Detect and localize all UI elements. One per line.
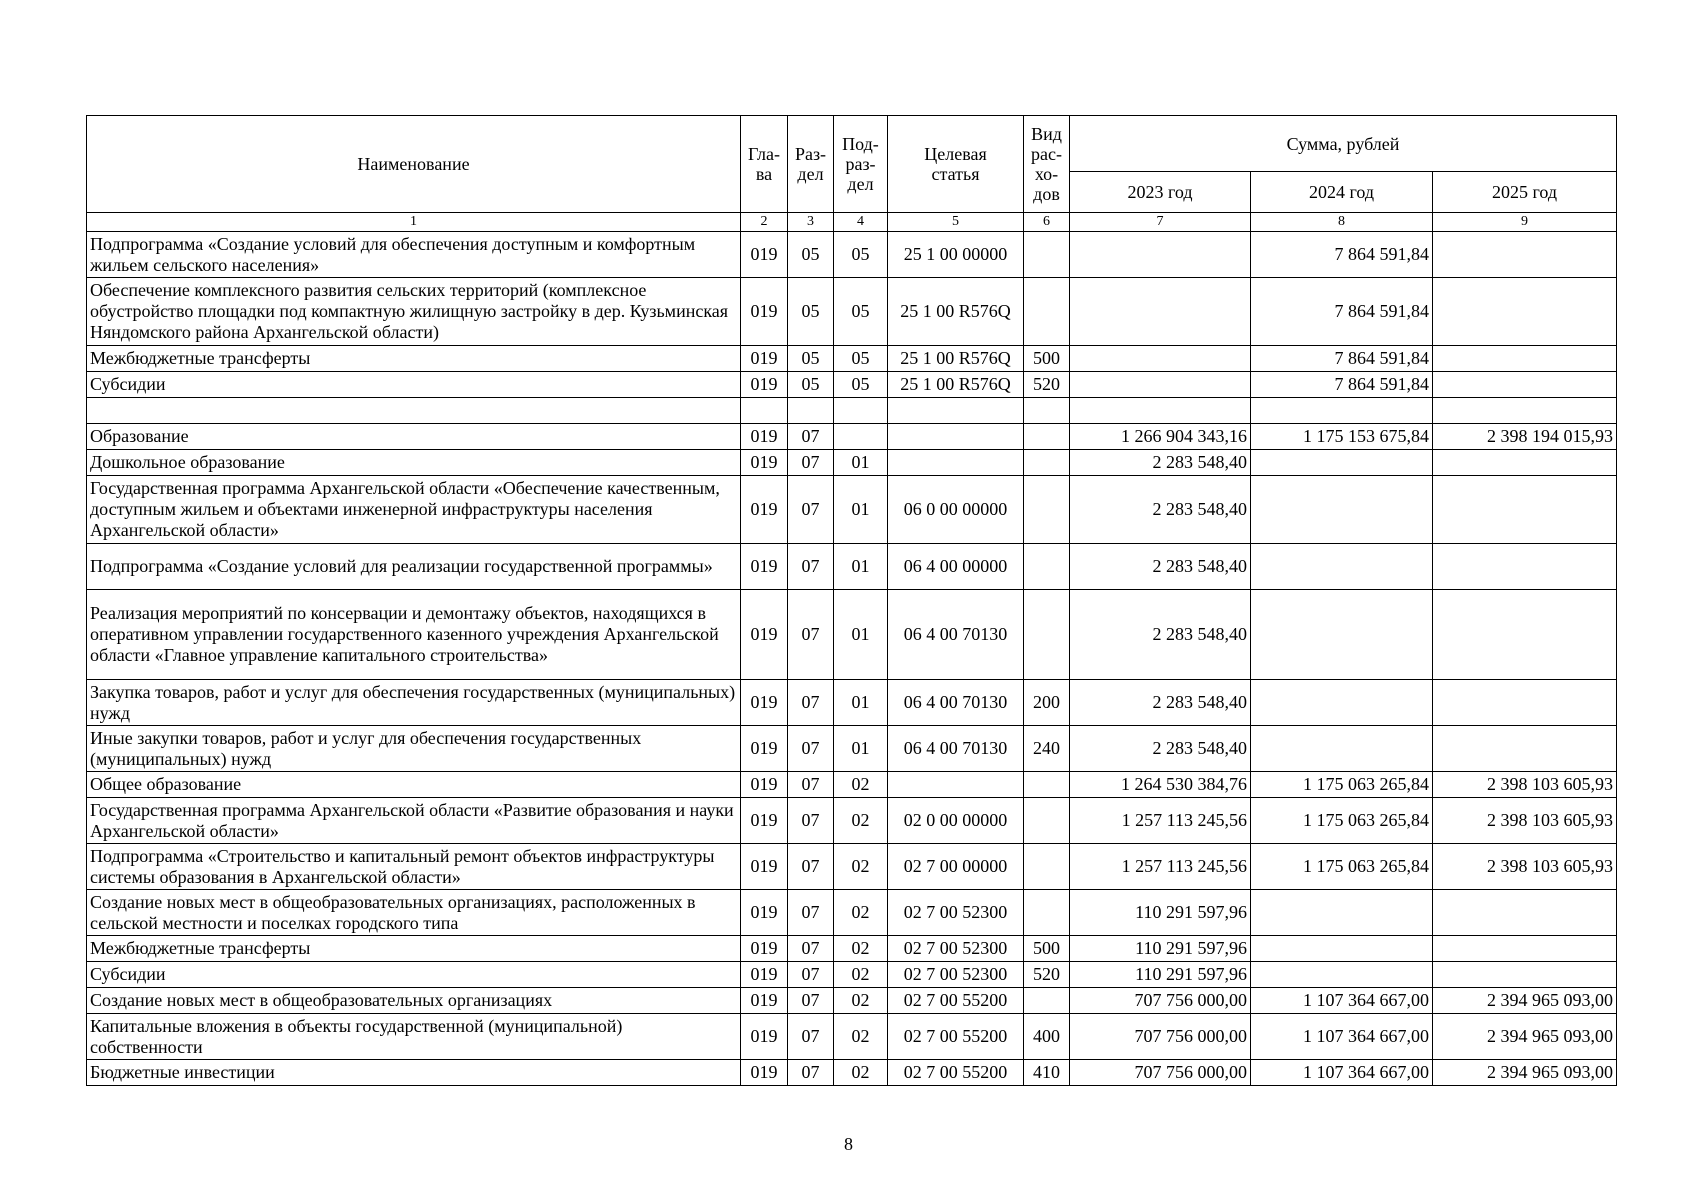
row-podrazdel: 01 bbox=[834, 476, 888, 544]
table-row bbox=[87, 278, 1617, 346]
row-amount-2024: 1 175 153 675,84 bbox=[1251, 424, 1433, 450]
row-celevaya-statya: 06 0 00 00000 bbox=[888, 476, 1024, 544]
row-vid-rashodov: 520 bbox=[1024, 372, 1070, 398]
row-celevaya-statya: 02 7 00 55200 bbox=[888, 988, 1024, 1014]
row-amount-2024 bbox=[1251, 398, 1433, 424]
row-amount-2025: 2 398 194 015,93 bbox=[1433, 424, 1617, 450]
row-razdel: 05 bbox=[788, 278, 834, 346]
row-razdel: 07 bbox=[788, 798, 834, 844]
row-amount-2023: 2 283 548,40 bbox=[1070, 726, 1251, 772]
row-glava: 019 bbox=[741, 988, 788, 1014]
row-celevaya-statya bbox=[888, 450, 1024, 476]
row-amount-2025 bbox=[1433, 936, 1617, 962]
row-amount-2023: 110 291 597,96 bbox=[1070, 962, 1251, 988]
table-row bbox=[87, 232, 1617, 278]
row-name: Субсидии bbox=[87, 372, 741, 398]
row-celevaya-statya: 02 7 00 52300 bbox=[888, 936, 1024, 962]
column-number: 4 bbox=[834, 213, 888, 232]
row-amount-2025 bbox=[1433, 476, 1617, 544]
row-podrazdel: 02 bbox=[834, 936, 888, 962]
row-celevaya-statya: 25 1 00 R576Q bbox=[888, 278, 1024, 346]
row-razdel: 07 bbox=[788, 890, 834, 936]
row-amount-2025 bbox=[1433, 372, 1617, 398]
row-amount-2023: 1 266 904 343,16 bbox=[1070, 424, 1251, 450]
row-amount-2023: 707 756 000,00 bbox=[1070, 1060, 1251, 1086]
row-amount-2023: 1 264 530 384,76 bbox=[1070, 772, 1251, 798]
column-numbers-row bbox=[87, 213, 1617, 232]
row-razdel: 05 bbox=[788, 372, 834, 398]
row-name: Реализация мероприятий по консервации и демонтажу объектов, находящихся в оперативном управлении государственного казенного учреждения Архангельской области «Главное управление капитального строительства» bbox=[87, 590, 741, 680]
column-number: 1 bbox=[87, 213, 741, 232]
row-amount-2023: 2 283 548,40 bbox=[1070, 544, 1251, 590]
row-glava: 019 bbox=[741, 1060, 788, 1086]
row-vid-rashodov bbox=[1024, 988, 1070, 1014]
row-glava: 019 bbox=[741, 424, 788, 450]
row-name: Подпрограмма «Создание условий для реализации государственной программы» bbox=[87, 544, 741, 590]
row-glava: 019 bbox=[741, 936, 788, 962]
row-name: Субсидии bbox=[87, 962, 741, 988]
row-amount-2024: 7 864 591,84 bbox=[1251, 372, 1433, 398]
row-amount-2025: 2 398 103 605,93 bbox=[1433, 772, 1617, 798]
row-podrazdel: 01 bbox=[834, 726, 888, 772]
row-vid-rashodov bbox=[1024, 590, 1070, 680]
row-podrazdel: 01 bbox=[834, 544, 888, 590]
row-podrazdel: 01 bbox=[834, 450, 888, 476]
row-amount-2024 bbox=[1251, 890, 1433, 936]
row-glava: 019 bbox=[741, 476, 788, 544]
row-amount-2024: 1 107 364 667,00 bbox=[1251, 988, 1433, 1014]
row-razdel: 05 bbox=[788, 346, 834, 372]
row-podrazdel: 01 bbox=[834, 590, 888, 680]
row-amount-2023: 2 283 548,40 bbox=[1070, 476, 1251, 544]
row-amount-2023 bbox=[1070, 398, 1251, 424]
row-razdel: 05 bbox=[788, 232, 834, 278]
row-celevaya-statya: 02 7 00 52300 bbox=[888, 962, 1024, 988]
row-amount-2023 bbox=[1070, 232, 1251, 278]
row-amount-2023 bbox=[1070, 372, 1251, 398]
column-number: 9 bbox=[1433, 213, 1617, 232]
row-amount-2023: 110 291 597,96 bbox=[1070, 936, 1251, 962]
row-amount-2024: 1 175 063 265,84 bbox=[1251, 772, 1433, 798]
row-vid-rashodov bbox=[1024, 398, 1070, 424]
row-podrazdel: 05 bbox=[834, 232, 888, 278]
row-amount-2024 bbox=[1251, 590, 1433, 680]
table-row bbox=[87, 798, 1617, 844]
row-amount-2023: 1 257 113 245,56 bbox=[1070, 798, 1251, 844]
row-vid-rashodov: 500 bbox=[1024, 936, 1070, 962]
row-celevaya-statya: 25 1 00 00000 bbox=[888, 232, 1024, 278]
row-amount-2023: 707 756 000,00 bbox=[1070, 1014, 1251, 1060]
row-name: Закупка товаров, работ и услуг для обеспечения государственных (муниципальных) нужд bbox=[87, 680, 741, 726]
row-glava: 019 bbox=[741, 278, 788, 346]
row-name: Образование bbox=[87, 424, 741, 450]
row-amount-2024 bbox=[1251, 726, 1433, 772]
row-amount-2023: 110 291 597,96 bbox=[1070, 890, 1251, 936]
row-celevaya-statya bbox=[888, 772, 1024, 798]
row-glava: 019 bbox=[741, 772, 788, 798]
row-podrazdel: 05 bbox=[834, 346, 888, 372]
row-vid-rashodov bbox=[1024, 798, 1070, 844]
column-number: 3 bbox=[788, 213, 834, 232]
row-glava: 019 bbox=[741, 346, 788, 372]
row-amount-2025: 2 398 103 605,93 bbox=[1433, 798, 1617, 844]
row-amount-2025 bbox=[1433, 278, 1617, 346]
row-glava: 019 bbox=[741, 590, 788, 680]
table-row bbox=[87, 590, 1617, 680]
row-name: Иные закупки товаров, работ и услуг для обеспечения государственных (муниципальных) нужд bbox=[87, 726, 741, 772]
row-amount-2024 bbox=[1251, 936, 1433, 962]
row-razdel: 07 bbox=[788, 476, 834, 544]
row-amount-2024: 7 864 591,84 bbox=[1251, 232, 1433, 278]
table-row bbox=[87, 680, 1617, 726]
row-glava: 019 bbox=[741, 544, 788, 590]
row-podrazdel: 01 bbox=[834, 680, 888, 726]
row-amount-2023: 707 756 000,00 bbox=[1070, 988, 1251, 1014]
row-razdel bbox=[788, 398, 834, 424]
row-amount-2025 bbox=[1433, 398, 1617, 424]
page-number: 8 bbox=[844, 1134, 853, 1154]
row-vid-rashodov bbox=[1024, 450, 1070, 476]
row-name: Бюджетные инвестиции bbox=[87, 1060, 741, 1086]
row-glava: 019 bbox=[741, 680, 788, 726]
row-name: Государственная программа Архангельской области «Развитие образования и науки Архангельской области» bbox=[87, 798, 741, 844]
row-amount-2025: 2 394 965 093,00 bbox=[1433, 1060, 1617, 1086]
row-razdel: 07 bbox=[788, 450, 834, 476]
header-summa: Сумма, рублей bbox=[1070, 116, 1617, 172]
row-amount-2024 bbox=[1251, 450, 1433, 476]
row-vid-rashodov bbox=[1024, 232, 1070, 278]
table-row bbox=[87, 936, 1617, 962]
row-glava: 019 bbox=[741, 1014, 788, 1060]
row-amount-2025 bbox=[1433, 962, 1617, 988]
header-name: Наименование bbox=[87, 116, 741, 213]
row-vid-rashodov bbox=[1024, 278, 1070, 346]
column-number: 2 bbox=[741, 213, 788, 232]
row-amount-2024 bbox=[1251, 544, 1433, 590]
header-podrazdel: Под- раз- дел bbox=[834, 116, 888, 213]
row-celevaya-statya: 02 7 00 55200 bbox=[888, 1060, 1024, 1086]
row-amount-2025: 2 394 965 093,00 bbox=[1433, 988, 1617, 1014]
row-podrazdel: 02 bbox=[834, 1060, 888, 1086]
row-podrazdel: 02 bbox=[834, 844, 888, 890]
table-row bbox=[87, 772, 1617, 798]
row-razdel: 07 bbox=[788, 936, 834, 962]
row-vid-rashodov bbox=[1024, 844, 1070, 890]
row-name: Межбюджетные трансферты bbox=[87, 936, 741, 962]
row-glava: 019 bbox=[741, 844, 788, 890]
row-amount-2023: 1 257 113 245,56 bbox=[1070, 844, 1251, 890]
row-name: Дошкольное образование bbox=[87, 450, 741, 476]
column-number: 5 bbox=[888, 213, 1024, 232]
row-celevaya-statya: 06 4 00 70130 bbox=[888, 726, 1024, 772]
row-vid-rashodov bbox=[1024, 544, 1070, 590]
header-year-2024: 2024 год bbox=[1251, 172, 1433, 213]
row-vid-rashodov: 410 bbox=[1024, 1060, 1070, 1086]
header-glava: Гла- ва bbox=[741, 116, 788, 213]
row-vid-rashodov: 400 bbox=[1024, 1014, 1070, 1060]
header-vid-rashodov: Вид рас- хо- дов bbox=[1024, 116, 1070, 213]
row-glava: 019 bbox=[741, 962, 788, 988]
row-celevaya-statya: 02 7 00 55200 bbox=[888, 1014, 1024, 1060]
row-celevaya-statya: 02 7 00 52300 bbox=[888, 890, 1024, 936]
header-celevaya-statya: Целевая статья bbox=[888, 116, 1024, 213]
table-row bbox=[87, 398, 1617, 424]
row-razdel: 07 bbox=[788, 988, 834, 1014]
row-vid-rashodov bbox=[1024, 890, 1070, 936]
table-row bbox=[87, 726, 1617, 772]
row-razdel: 07 bbox=[788, 1060, 834, 1086]
row-amount-2025 bbox=[1433, 726, 1617, 772]
row-celevaya-statya: 06 4 00 00000 bbox=[888, 544, 1024, 590]
table-body bbox=[87, 232, 1617, 1086]
table-row bbox=[87, 372, 1617, 398]
column-number: 7 bbox=[1070, 213, 1251, 232]
row-vid-rashodov: 200 bbox=[1024, 680, 1070, 726]
header-year-2023: 2023 год bbox=[1070, 172, 1251, 213]
row-amount-2025 bbox=[1433, 680, 1617, 726]
row-podrazdel: 02 bbox=[834, 798, 888, 844]
row-name: Капитальные вложения в объекты государственной (муниципальной) собственности bbox=[87, 1014, 741, 1060]
row-amount-2025 bbox=[1433, 450, 1617, 476]
row-razdel: 07 bbox=[788, 544, 834, 590]
row-razdel: 07 bbox=[788, 680, 834, 726]
table-row bbox=[87, 962, 1617, 988]
row-name: Межбюджетные трансферты bbox=[87, 346, 741, 372]
column-number: 6 bbox=[1024, 213, 1070, 232]
row-vid-rashodov bbox=[1024, 476, 1070, 544]
row-amount-2025 bbox=[1433, 346, 1617, 372]
row-amount-2025 bbox=[1433, 890, 1617, 936]
row-podrazdel: 02 bbox=[834, 988, 888, 1014]
row-razdel: 07 bbox=[788, 1014, 834, 1060]
row-razdel: 07 bbox=[788, 844, 834, 890]
row-razdel: 07 bbox=[788, 424, 834, 450]
row-celevaya-statya: 06 4 00 70130 bbox=[888, 590, 1024, 680]
row-glava: 019 bbox=[741, 890, 788, 936]
row-name: Государственная программа Архангельской области «Обеспечение качественным, доступным жильем и объектами инженерной инфраструктуры населения Архангельской области» bbox=[87, 476, 741, 544]
row-amount-2025 bbox=[1433, 544, 1617, 590]
table-row bbox=[87, 1060, 1617, 1086]
row-razdel: 07 bbox=[788, 726, 834, 772]
row-podrazdel bbox=[834, 398, 888, 424]
row-amount-2024: 1 107 364 667,00 bbox=[1251, 1060, 1433, 1086]
row-podrazdel: 05 bbox=[834, 278, 888, 346]
row-vid-rashodov bbox=[1024, 424, 1070, 450]
row-amount-2025: 2 394 965 093,00 bbox=[1433, 1014, 1617, 1060]
table-row bbox=[87, 476, 1617, 544]
row-glava: 019 bbox=[741, 232, 788, 278]
table-row bbox=[87, 424, 1617, 450]
row-amount-2025 bbox=[1433, 590, 1617, 680]
row-amount-2023: 2 283 548,40 bbox=[1070, 590, 1251, 680]
row-amount-2024: 1 107 364 667,00 bbox=[1251, 1014, 1433, 1060]
row-name: Создание новых мест в общеобразовательных организациях bbox=[87, 988, 741, 1014]
row-vid-rashodov: 240 bbox=[1024, 726, 1070, 772]
row-razdel: 07 bbox=[788, 590, 834, 680]
budget-table bbox=[86, 115, 1617, 1086]
row-amount-2023 bbox=[1070, 278, 1251, 346]
row-razdel: 07 bbox=[788, 962, 834, 988]
table-row bbox=[87, 890, 1617, 936]
row-podrazdel: 05 bbox=[834, 372, 888, 398]
row-celevaya-statya: 06 4 00 70130 bbox=[888, 680, 1024, 726]
row-amount-2023: 2 283 548,40 bbox=[1070, 450, 1251, 476]
row-amount-2025 bbox=[1433, 232, 1617, 278]
header-year-2025: 2025 год bbox=[1433, 172, 1617, 213]
row-celevaya-statya: 25 1 00 R576Q bbox=[888, 346, 1024, 372]
table-row bbox=[87, 450, 1617, 476]
row-amount-2024 bbox=[1251, 476, 1433, 544]
row-amount-2024: 1 175 063 265,84 bbox=[1251, 844, 1433, 890]
row-celevaya-statya: 02 0 00 00000 bbox=[888, 798, 1024, 844]
row-amount-2023 bbox=[1070, 346, 1251, 372]
row-glava: 019 bbox=[741, 372, 788, 398]
row-celevaya-statya: 02 7 00 00000 bbox=[888, 844, 1024, 890]
row-razdel: 07 bbox=[788, 772, 834, 798]
column-number: 8 bbox=[1251, 213, 1433, 232]
row-glava bbox=[741, 398, 788, 424]
table-row bbox=[87, 346, 1617, 372]
table-row bbox=[87, 544, 1617, 590]
row-name: Общее образование bbox=[87, 772, 741, 798]
row-podrazdel bbox=[834, 424, 888, 450]
row-amount-2023: 2 283 548,40 bbox=[1070, 680, 1251, 726]
row-podrazdel: 02 bbox=[834, 962, 888, 988]
row-podrazdel: 02 bbox=[834, 1014, 888, 1060]
row-vid-rashodov: 520 bbox=[1024, 962, 1070, 988]
row-name: Подпрограмма «Создание условий для обеспечения доступным и комфортным жильем сельского населения» bbox=[87, 232, 741, 278]
row-podrazdel: 02 bbox=[834, 890, 888, 936]
row-name: Обеспечение комплексного развития сельских территорий (комплексное обустройство площадки под компактную жилищную застройку в дер. Кузьминская Няндомского района Архангельской области) bbox=[87, 278, 741, 346]
row-glava: 019 bbox=[741, 798, 788, 844]
row-podrazdel: 02 bbox=[834, 772, 888, 798]
row-vid-rashodov bbox=[1024, 772, 1070, 798]
row-glava: 019 bbox=[741, 450, 788, 476]
row-name: Подпрограмма «Строительство и капитальный ремонт объектов инфраструктуры системы образования в Архангельской области» bbox=[87, 844, 741, 890]
row-name bbox=[87, 398, 741, 424]
table-row bbox=[87, 1014, 1617, 1060]
row-amount-2025: 2 398 103 605,93 bbox=[1433, 844, 1617, 890]
row-amount-2024: 7 864 591,84 bbox=[1251, 278, 1433, 346]
row-celevaya-statya bbox=[888, 424, 1024, 450]
row-amount-2024: 7 864 591,84 bbox=[1251, 346, 1433, 372]
row-amount-2024 bbox=[1251, 680, 1433, 726]
header-razdel: Раз- дел bbox=[788, 116, 834, 213]
row-celevaya-statya: 25 1 00 R576Q bbox=[888, 372, 1024, 398]
row-vid-rashodov: 500 bbox=[1024, 346, 1070, 372]
row-celevaya-statya bbox=[888, 398, 1024, 424]
row-amount-2024: 1 175 063 265,84 bbox=[1251, 798, 1433, 844]
row-amount-2024 bbox=[1251, 962, 1433, 988]
row-glava: 019 bbox=[741, 726, 788, 772]
row-name: Создание новых мест в общеобразовательных организациях, расположенных в сельской местности и поселках городского типа bbox=[87, 890, 741, 936]
table-row bbox=[87, 844, 1617, 890]
table-row bbox=[87, 988, 1617, 1014]
